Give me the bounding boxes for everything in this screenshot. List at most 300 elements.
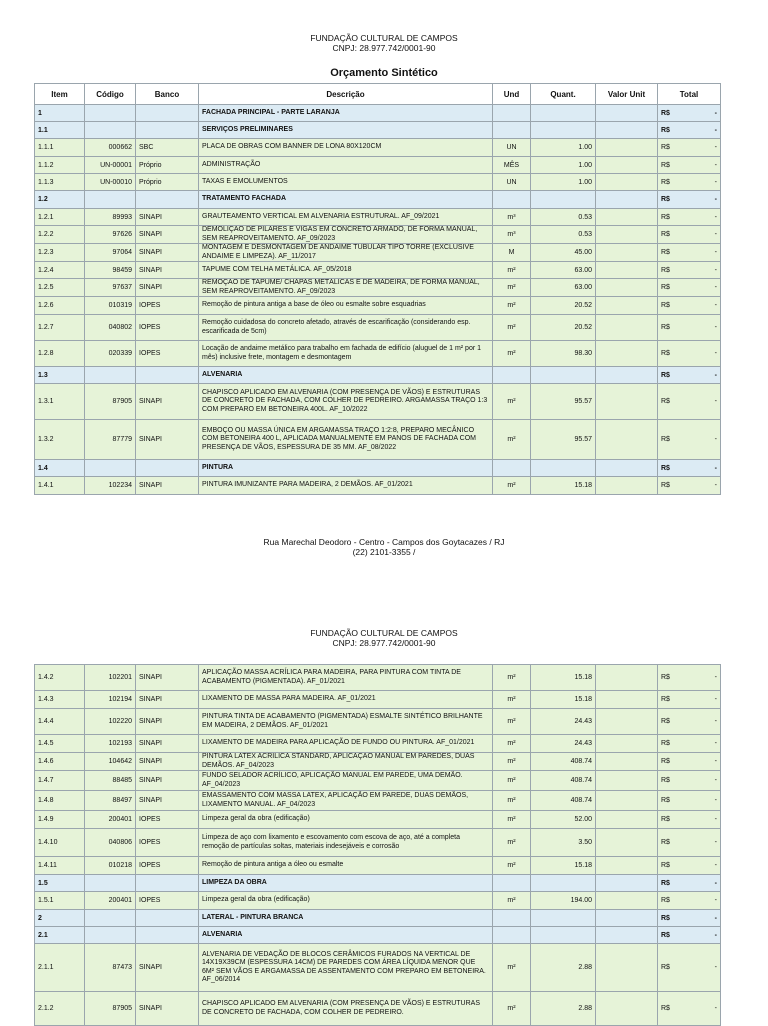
unit-cell-text: m² [507,816,516,823]
unit-cell-text: m² [507,964,516,971]
quantity-cell [531,157,596,174]
unit-value-cell [596,384,658,420]
code-cell-text: 88497 [112,797,132,804]
table-row [35,341,721,367]
col-description: Descrição [199,84,493,105]
total-value [661,915,717,922]
bank-cell [136,420,199,460]
quantity-cell [531,460,596,477]
item-cell [35,420,85,460]
code-cell [85,691,136,709]
description-cell-text: CHAPISCO APLICADO EM ALVENARIA (COM PRESENÇA DE VÃOS) E ESTRUTURAS DE CONCRETO DE FACHADA, COM COLHER DE PEDREIRO. [202,1000,480,1016]
bank-cell-text: SINAPI [139,777,162,784]
currency-symbol: R$ [661,436,670,443]
description-cell [199,477,493,495]
currency-symbol: R$ [661,464,670,472]
quantity-cell [531,735,596,753]
item-cell [35,910,85,927]
code-cell-text: 102234 [108,482,132,489]
item-cell [35,384,85,420]
item-cell [35,857,85,875]
item-cell [35,209,85,226]
unit-cell [493,927,531,944]
total-value [661,1005,717,1012]
currency-symbol: R$ [661,371,670,379]
bank-cell [136,944,199,992]
unit-cell-text: m² [507,797,516,804]
description-cell-text: LIXAMENTO DE MASSA PARA MADEIRA. AF_01/2021 [202,695,376,703]
item-cell-text: 2.1 [38,931,48,939]
item-cell-text: 1.2 [38,196,48,203]
currency-symbol: R$ [661,674,670,681]
total-cell [658,944,721,992]
item-cell-text: 1.1.1 [38,144,54,151]
code-cell [85,209,136,226]
quantity-cell-text: 3.50 [578,839,592,846]
description-cell-text: Remoção de pintura antiga a base de óleo ou esmalte sobre esquadrias [202,301,426,309]
page1-footer [0,537,768,557]
unit-cell [493,892,531,910]
item-cell [35,477,85,495]
description-cell-text: Remoção de pintura antiga a óleo ou esmalte [202,861,344,869]
table-row [35,829,721,857]
total-value [661,674,717,681]
unit-cell-text: m² [507,266,516,274]
description-cell [199,875,493,892]
bank-cell [136,811,199,829]
quantity-cell-text: 15.18 [574,482,592,489]
total-amount: - [714,1005,717,1012]
description-cell [199,735,493,753]
quantity-cell-text: 98.30 [574,350,592,357]
code-cell-text: 010319 [108,302,132,309]
unit-cell [493,191,531,209]
unit-cell [493,367,531,384]
quantity-cell-text: 20.52 [574,324,592,331]
currency-symbol: R$ [661,914,670,922]
section-row [35,367,721,384]
unit-value-cell [596,829,658,857]
bank-cell [136,927,199,944]
col-unit: Und [493,84,531,105]
currency-symbol: R$ [661,302,670,309]
unit-cell [493,157,531,174]
unit-value-cell [596,927,658,944]
total-amount: - [714,398,717,405]
total-value [661,398,717,405]
table-row [35,992,721,1026]
currency-symbol: R$ [661,816,670,823]
code-cell [85,341,136,367]
item-cell [35,297,85,315]
budget-table-page1 [34,83,721,495]
total-value [661,284,717,291]
unit-cell-text: m² [507,758,516,765]
quantity-cell-text: 1.00 [578,178,592,186]
item-cell-text: 1.2.3 [38,249,54,256]
code-cell [85,367,136,384]
quantity-cell-text: 15.18 [574,674,592,681]
total-amount: - [714,914,717,922]
quantity-cell-text: 15.18 [574,862,592,869]
currency-symbol: R$ [661,696,670,703]
description-cell [199,157,493,174]
item-cell-text: 1.1 [38,126,48,134]
total-amount: - [714,126,717,134]
org-cnpj: CNPJ: 28.977.742/0001-90 [332,43,436,53]
table-row [35,811,721,829]
quantity-cell [531,262,596,279]
description-cell [199,910,493,927]
unit-value-cell [596,910,658,927]
currency-symbol: R$ [661,897,670,904]
code-cell [85,420,136,460]
total-value [661,231,717,238]
total-amount: - [714,371,717,379]
unit-cell [493,791,531,811]
bank-cell [136,341,199,367]
unit-cell-text: m² [507,398,516,405]
unit-cell [493,811,531,829]
total-value [661,249,717,256]
total-value [661,144,717,151]
total-value [661,372,717,379]
unit-value-cell [596,460,658,477]
total-amount: - [714,797,717,804]
description-cell [199,191,493,209]
description-cell [199,139,493,157]
bank-cell-text: IOPES [139,839,161,846]
unit-cell-text: m³ [507,213,516,221]
total-value [661,932,717,939]
description-cell [199,122,493,139]
bank-cell-text: SINAPI [139,231,162,238]
item-cell-text: 1.3 [38,371,48,379]
col-unit-value: Valor Unit [596,84,658,105]
total-cell [658,209,721,226]
table-row [35,857,721,875]
bank-cell [136,829,199,857]
quantity-cell-text: 45.00 [574,249,592,256]
table-row [35,892,721,910]
quantity-cell-text: 2.88 [578,1005,592,1012]
currency-symbol: R$ [661,126,670,134]
unit-cell [493,709,531,735]
quantity-cell [531,367,596,384]
description-cell [199,753,493,771]
total-cell [658,460,721,477]
code-cell [85,279,136,297]
unit-cell [493,341,531,367]
code-cell-text: 97626 [112,231,132,238]
total-value [661,696,717,703]
unit-cell [493,315,531,341]
unit-value-cell [596,857,658,875]
org-cnpj: CNPJ: 28.977.742/0001-90 [332,638,436,648]
total-amount: - [714,740,717,747]
code-cell-text: UN-00010 [100,178,132,186]
unit-value-cell [596,367,658,384]
unit-cell [493,665,531,691]
description-cell-text: TRATAMENTO FACHADA [202,195,286,203]
item-cell [35,460,85,477]
total-cell [658,174,721,191]
total-amount: - [714,879,717,887]
quantity-cell-text: 95.57 [574,398,592,405]
section-row [35,191,721,209]
total-amount: - [714,482,717,489]
unit-value-cell [596,157,658,174]
bank-cell-text: Próprio [139,178,162,186]
section-row [35,460,721,477]
table-row [35,226,721,244]
code-cell [85,875,136,892]
item-cell-text: 1.1.3 [38,178,54,186]
unit-cell [493,691,531,709]
item-cell-text: 2.1.2 [38,1005,54,1012]
total-amount: - [714,464,717,472]
item-cell [35,992,85,1026]
description-cell [199,262,493,279]
footer-address: Rua Marechal Deodoro - Centro - Campos dos Goytacazes / RJ [263,537,505,547]
unit-cell-text: m² [507,1005,516,1012]
currency-symbol: R$ [661,777,670,784]
total-cell [658,367,721,384]
bank-cell [136,105,199,122]
item-cell-text: 1.4 [38,464,48,472]
item-cell-text: 1.4.5 [38,740,54,747]
code-cell-text: 87905 [112,1005,132,1012]
table-row [35,477,721,495]
total-cell [658,829,721,857]
item-cell-text: 1.4.10 [38,839,58,846]
table-row [35,297,721,315]
quantity-cell-text: 52.00 [574,816,592,823]
unit-cell-text: m² [507,302,516,309]
item-cell [35,139,85,157]
unit-cell [493,297,531,315]
currency-symbol: R$ [661,1005,670,1012]
total-cell [658,735,721,753]
description-cell-text: DEMOLIÇÃO DE PILARES E VIGAS EM CONCRETO ARMADO, DE FORMA MANUAL, SEM REAPROVEITAMENTO. AF_09/2023 [202,226,478,242]
description-cell-text: ALVENARIA [202,930,243,938]
code-cell-text: 010218 [108,862,132,869]
unit-cell [493,139,531,157]
total-cell [658,992,721,1026]
total-amount: - [714,931,717,939]
bank-cell-text: IOPES [139,324,161,331]
code-cell [85,105,136,122]
quantity-cell-text: 15.18 [574,696,592,703]
bank-cell [136,244,199,262]
item-cell [35,191,85,209]
total-amount: - [714,231,717,238]
total-value [661,839,717,846]
total-cell [658,477,721,495]
unit-cell-text: MÊS [503,161,520,169]
currency-symbol: R$ [661,740,670,747]
code-cell-text: 87473 [112,964,132,971]
bank-cell-text: SINAPI [139,758,162,765]
total-value [661,465,717,472]
item-cell-text: 1.4.6 [38,758,54,765]
currency-symbol: R$ [661,144,670,151]
description-cell [199,297,493,315]
code-cell [85,297,136,315]
unit-cell [493,122,531,139]
unit-value-cell [596,753,658,771]
quantity-cell [531,105,596,122]
item-cell-text: 2 [38,914,42,922]
item-cell [35,665,85,691]
item-cell [35,753,85,771]
code-cell-text: 102193 [108,740,132,747]
description-cell-text: Limpeza de aço com lixamento e escovamento com escova de aço, até a completa remoção de partículas soltas, materiais indesejáveis e corrosão [202,834,460,850]
description-cell [199,279,493,297]
code-cell [85,892,136,910]
unit-cell-text: m² [507,284,516,291]
total-value [661,897,717,904]
bank-cell [136,857,199,875]
quantity-cell-text: 408.74 [570,777,592,784]
currency-symbol: R$ [661,109,670,117]
description-cell [199,771,493,791]
total-value [661,127,717,134]
item-cell-text: 1.1.2 [38,161,54,169]
item-cell [35,105,85,122]
budget-table-page2 [34,664,721,1026]
item-cell-text: 1.2.2 [38,231,54,238]
unit-cell-text: m² [507,839,516,846]
quantity-cell [531,174,596,191]
code-cell [85,910,136,927]
quantity-cell-text: 20.52 [574,302,592,309]
total-cell [658,753,721,771]
code-cell-text: 97637 [112,284,132,291]
currency-symbol: R$ [661,266,670,274]
item-cell [35,174,85,191]
item-cell [35,892,85,910]
unit-cell [493,420,531,460]
total-value [661,964,717,971]
code-cell [85,226,136,244]
unit-cell-text: m² [507,482,516,489]
quantity-cell [531,791,596,811]
currency-symbol: R$ [661,196,670,203]
unit-cell-text: m³ [507,231,516,238]
item-cell [35,226,85,244]
bank-cell-text: SINAPI [139,249,162,256]
unit-cell [493,857,531,875]
unit-cell-text: m² [507,740,516,747]
bank-cell [136,174,199,191]
unit-value-cell [596,771,658,791]
unit-cell-text: m² [507,350,516,357]
total-value [661,302,717,309]
item-cell-text: 1.2.1 [38,213,54,221]
item-cell-text: 1.2.6 [38,302,54,309]
table-row [35,665,721,691]
bank-cell [136,460,199,477]
description-cell [199,829,493,857]
table-row [35,174,721,191]
code-cell [85,122,136,139]
description-cell [199,857,493,875]
unit-value-cell [596,262,658,279]
unit-value-cell [596,191,658,209]
unit-value-cell [596,244,658,262]
total-value [661,797,717,804]
currency-symbol: R$ [661,862,670,869]
description-cell-text: PINTURA IMUNIZANTE PARA MADEIRA, 2 DEMÃOS. AF_01/2021 [202,481,413,489]
item-cell-text: 1.3.1 [38,398,54,405]
description-cell-text: CHAPISCO APLICADO EM ALVENARIA (COM PRESENÇA DE VÃOS) E ESTRUTURAS DE CONCRETO DE FACHADA, COM COLHER DE PEDREIRO. ARGAMASSA TRAÇO 1:3 COM PREPARO EM BETONEIRA 400L. AF_10/2022 [202,388,488,413]
unit-value-cell [596,226,658,244]
description-cell-text: Limpeza geral da obra (edificação) [202,896,310,904]
bank-cell [136,992,199,1026]
bank-cell [136,209,199,226]
total-amount: - [714,144,717,151]
code-cell [85,665,136,691]
table-row [35,157,721,174]
currency-symbol: R$ [661,931,670,939]
org-name: FUNDAÇÃO CULTURAL DE CAMPOS [310,33,458,43]
total-cell [658,811,721,829]
unit-cell-text: m² [507,897,516,904]
description-cell-text: PINTURA [202,463,234,471]
unit-cell-text: m² [507,777,516,784]
item-cell-text: 2.1.1 [38,964,54,971]
bank-cell [136,892,199,910]
code-cell-text: 104642 [108,758,132,765]
description-cell-text: PLACA DE OBRAS COM BANNER DE LONA 80X120CM [202,143,382,151]
total-cell [658,420,721,460]
bank-cell-text: SINAPI [139,436,162,443]
bank-cell-text: SINAPI [139,266,162,274]
bank-cell [136,735,199,753]
unit-cell [493,460,531,477]
description-cell [199,315,493,341]
item-cell [35,771,85,791]
bank-cell [136,226,199,244]
total-amount: - [714,178,717,186]
description-cell-text: EMBOÇO OU MASSA ÚNICA EM ARGAMASSA TRAÇO 1:2:8, PREPARO MECÂNICO COM BETONEIRA 400 L, APLICADA MANUALMENTE EM PANOS DE FACHADA COM PRESENÇA DE VÃOS, ESPESSURA DE 35 MM. AF_08/2022 [202,426,476,451]
bank-cell [136,262,199,279]
bank-cell [136,384,199,420]
table-row [35,279,721,297]
quantity-cell [531,226,596,244]
table-row [35,691,721,709]
col-code: Código [85,84,136,105]
section-row [35,910,721,927]
quantity-cell [531,297,596,315]
bank-cell [136,665,199,691]
total-value [661,482,717,489]
code-cell [85,771,136,791]
item-cell-text: 1.5.1 [38,897,54,904]
description-cell-text: TAXAS E EMOLUMENTOS [202,177,288,185]
quantity-cell-text: 24.43 [574,718,592,725]
unit-value-cell [596,791,658,811]
unit-cell [493,771,531,791]
total-cell [658,927,721,944]
bank-cell-text: SINAPI [139,398,162,405]
description-cell [199,927,493,944]
bank-cell [136,709,199,735]
total-value [661,162,717,169]
description-cell [199,105,493,122]
bank-cell-text: SINAPI [139,482,162,489]
